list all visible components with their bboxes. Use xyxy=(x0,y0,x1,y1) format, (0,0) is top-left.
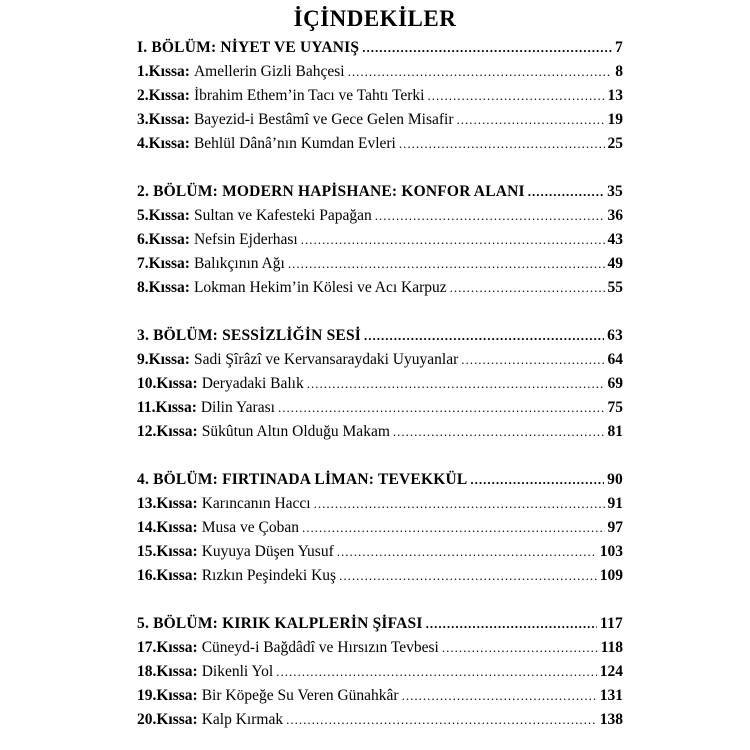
story-title: Rızkın Peşindeki Kuş xyxy=(201,567,337,584)
story-title: Cüneyd-i Bağdâdî ve Hırsızın Tevbesi xyxy=(201,639,439,656)
dot-leader xyxy=(457,108,605,132)
story-title: Sadi Şîrâzî ve Kervansaraydaki Uyuyanlar xyxy=(193,351,459,368)
toc-entry[interactable] xyxy=(137,60,623,84)
story-title: Bayezid-i Bestâmî ve Gece Gelen Misafir xyxy=(193,111,454,128)
story-number: 1.Kıssa: xyxy=(137,63,190,80)
toc-entry[interactable] xyxy=(137,348,623,372)
page-number: 90 xyxy=(607,471,623,488)
page-number: 81 xyxy=(607,423,623,440)
page-number: 13 xyxy=(607,87,623,104)
story-title: Deryadaki Balık xyxy=(201,375,304,392)
story-number: 12.Kıssa: xyxy=(137,423,198,440)
toc-entry[interactable] xyxy=(137,492,623,516)
story-number: 20.Kıssa: xyxy=(137,711,198,728)
page-number: 49 xyxy=(607,255,623,272)
page-number: 97 xyxy=(607,519,623,536)
dot-leader xyxy=(339,564,597,588)
dot-leader xyxy=(399,132,605,156)
page-title: İÇİNDEKİLER xyxy=(293,6,457,31)
table-of-contents xyxy=(137,36,623,732)
story-title: İbrahim Ethem’in Tacı ve Tahtı Terki xyxy=(193,87,425,104)
page-number: 118 xyxy=(600,639,623,656)
story-title: Sultan ve Kafesteki Papağan xyxy=(193,207,372,224)
page-number: 69 xyxy=(607,375,623,392)
page-number: 75 xyxy=(607,399,623,416)
dot-leader xyxy=(364,324,604,348)
dot-leader xyxy=(461,348,604,372)
story-number: 17.Kıssa: xyxy=(137,639,198,656)
story-title: Nefsin Ejderhası xyxy=(193,231,298,248)
section-heading[interactable] xyxy=(137,324,623,348)
page-number: 7 xyxy=(615,39,623,56)
story-title: Karıncanın Haccı xyxy=(201,495,311,512)
story-number: 4.Kıssa: xyxy=(137,135,190,152)
section-heading-text: 4. BÖLÜM: FIRTINADA LİMAN: TEVEKKÜL xyxy=(137,471,468,488)
page-number: 55 xyxy=(607,279,623,296)
dot-leader xyxy=(276,660,597,684)
dot-leader xyxy=(402,684,597,708)
dot-leader xyxy=(286,708,597,732)
dot-leader xyxy=(301,228,605,252)
section-spacer xyxy=(137,588,623,612)
section-heading[interactable] xyxy=(137,36,623,60)
story-title: Behlül Dânâ’nın Kumdan Evleri xyxy=(193,135,396,152)
section-heading-text: 5. BÖLÜM: KIRIK KALPLERİN ŞİFASI xyxy=(137,615,423,632)
dot-leader xyxy=(528,180,604,204)
page-number: 117 xyxy=(600,615,623,632)
page-number: 109 xyxy=(599,567,623,584)
section-spacer xyxy=(137,444,623,468)
story-number: 19.Kıssa: xyxy=(137,687,198,704)
dot-leader xyxy=(375,204,605,228)
page-number: 25 xyxy=(607,135,623,152)
dot-leader xyxy=(362,36,612,60)
page-number: 131 xyxy=(599,687,623,704)
toc-entry[interactable] xyxy=(137,204,623,228)
section-spacer xyxy=(137,156,623,180)
section-spacer xyxy=(137,300,623,324)
page-number: 91 xyxy=(607,495,623,512)
story-title: Balıkçının Ağı xyxy=(193,255,285,272)
story-number: 16.Kıssa: xyxy=(137,567,198,584)
page-number: 8 xyxy=(615,63,623,80)
dot-leader xyxy=(348,60,613,84)
dot-leader xyxy=(302,516,604,540)
dot-leader xyxy=(427,84,604,108)
dot-leader xyxy=(288,252,605,276)
toc-entry[interactable] xyxy=(137,372,623,396)
toc-entry[interactable] xyxy=(137,108,623,132)
story-title: Amellerin Gizli Bahçesi xyxy=(193,63,345,80)
story-number: 13.Kıssa: xyxy=(137,495,198,512)
dot-leader xyxy=(337,540,597,564)
story-number: 18.Kıssa: xyxy=(137,663,198,680)
toc-entry[interactable] xyxy=(137,516,623,540)
story-number: 9.Kıssa: xyxy=(137,351,190,368)
dot-leader xyxy=(426,612,597,636)
story-number: 8.Kıssa: xyxy=(137,279,190,296)
dot-leader xyxy=(314,492,605,516)
story-title: Kuyuya Düşen Yusuf xyxy=(201,543,334,560)
story-number: 15.Kıssa: xyxy=(137,543,198,560)
toc-entry[interactable] xyxy=(137,684,623,708)
page-number: 43 xyxy=(607,231,623,248)
story-number: 3.Kıssa: xyxy=(137,111,190,128)
toc-entry[interactable] xyxy=(137,276,623,300)
toc-entry[interactable] xyxy=(137,708,623,732)
dot-leader xyxy=(307,372,605,396)
page-number: 138 xyxy=(599,711,623,728)
page-number: 35 xyxy=(607,183,623,200)
dot-leader xyxy=(450,276,605,300)
section-heading[interactable] xyxy=(137,612,623,636)
page-number: 19 xyxy=(607,111,623,128)
toc-entry[interactable] xyxy=(137,540,623,564)
toc-entry[interactable] xyxy=(137,132,623,156)
dot-leader xyxy=(442,636,598,660)
story-number: 10.Kıssa: xyxy=(137,375,198,392)
page-number: 36 xyxy=(607,207,623,224)
toc-entry[interactable] xyxy=(137,252,623,276)
story-title: Bir Köpeğe Su Veren Günahkâr xyxy=(201,687,399,704)
section-heading[interactable] xyxy=(137,180,623,204)
toc-entry[interactable] xyxy=(137,564,623,588)
page-number: 64 xyxy=(607,351,623,368)
section-heading-text: 3. BÖLÜM: SESSİZLİĞİN SESİ xyxy=(137,327,362,344)
toc-entry[interactable] xyxy=(137,660,623,684)
story-number: 11.Kıssa: xyxy=(137,399,197,416)
story-number: 2.Kıssa: xyxy=(137,87,190,104)
story-title: Lokman Hekim’in Kölesi ve Acı Karpuz xyxy=(193,279,447,296)
toc-entry[interactable] xyxy=(137,84,623,108)
story-title: Musa ve Çoban xyxy=(201,519,300,536)
toc-entry[interactable] xyxy=(137,636,623,660)
story-title: Kalp Kırmak xyxy=(201,711,284,728)
page-number: 63 xyxy=(607,327,623,344)
dot-leader xyxy=(278,396,605,420)
page-number: 124 xyxy=(599,663,623,680)
toc-entry[interactable] xyxy=(137,396,623,420)
story-number: 14.Kıssa: xyxy=(137,519,198,536)
story-title: Dikenli Yol xyxy=(201,663,274,680)
toc-entry[interactable] xyxy=(137,420,623,444)
section-heading[interactable] xyxy=(137,468,623,492)
story-title: Dilin Yarası xyxy=(200,399,275,416)
toc-entry[interactable] xyxy=(137,228,623,252)
section-heading-text: 2. BÖLÜM: MODERN HAPİSHANE: KONFOR ALANI xyxy=(137,183,525,200)
story-title: Sükûtun Altın Olduğu Makam xyxy=(201,423,390,440)
dot-leader xyxy=(393,420,605,444)
dot-leader xyxy=(470,468,604,492)
story-number: 6.Kıssa: xyxy=(137,231,190,248)
story-number: 5.Kıssa: xyxy=(137,207,190,224)
page-number: 103 xyxy=(599,543,623,560)
story-number: 7.Kıssa: xyxy=(137,255,190,272)
section-heading-text: I. BÖLÜM: NİYET VE UYANIŞ xyxy=(137,39,360,56)
